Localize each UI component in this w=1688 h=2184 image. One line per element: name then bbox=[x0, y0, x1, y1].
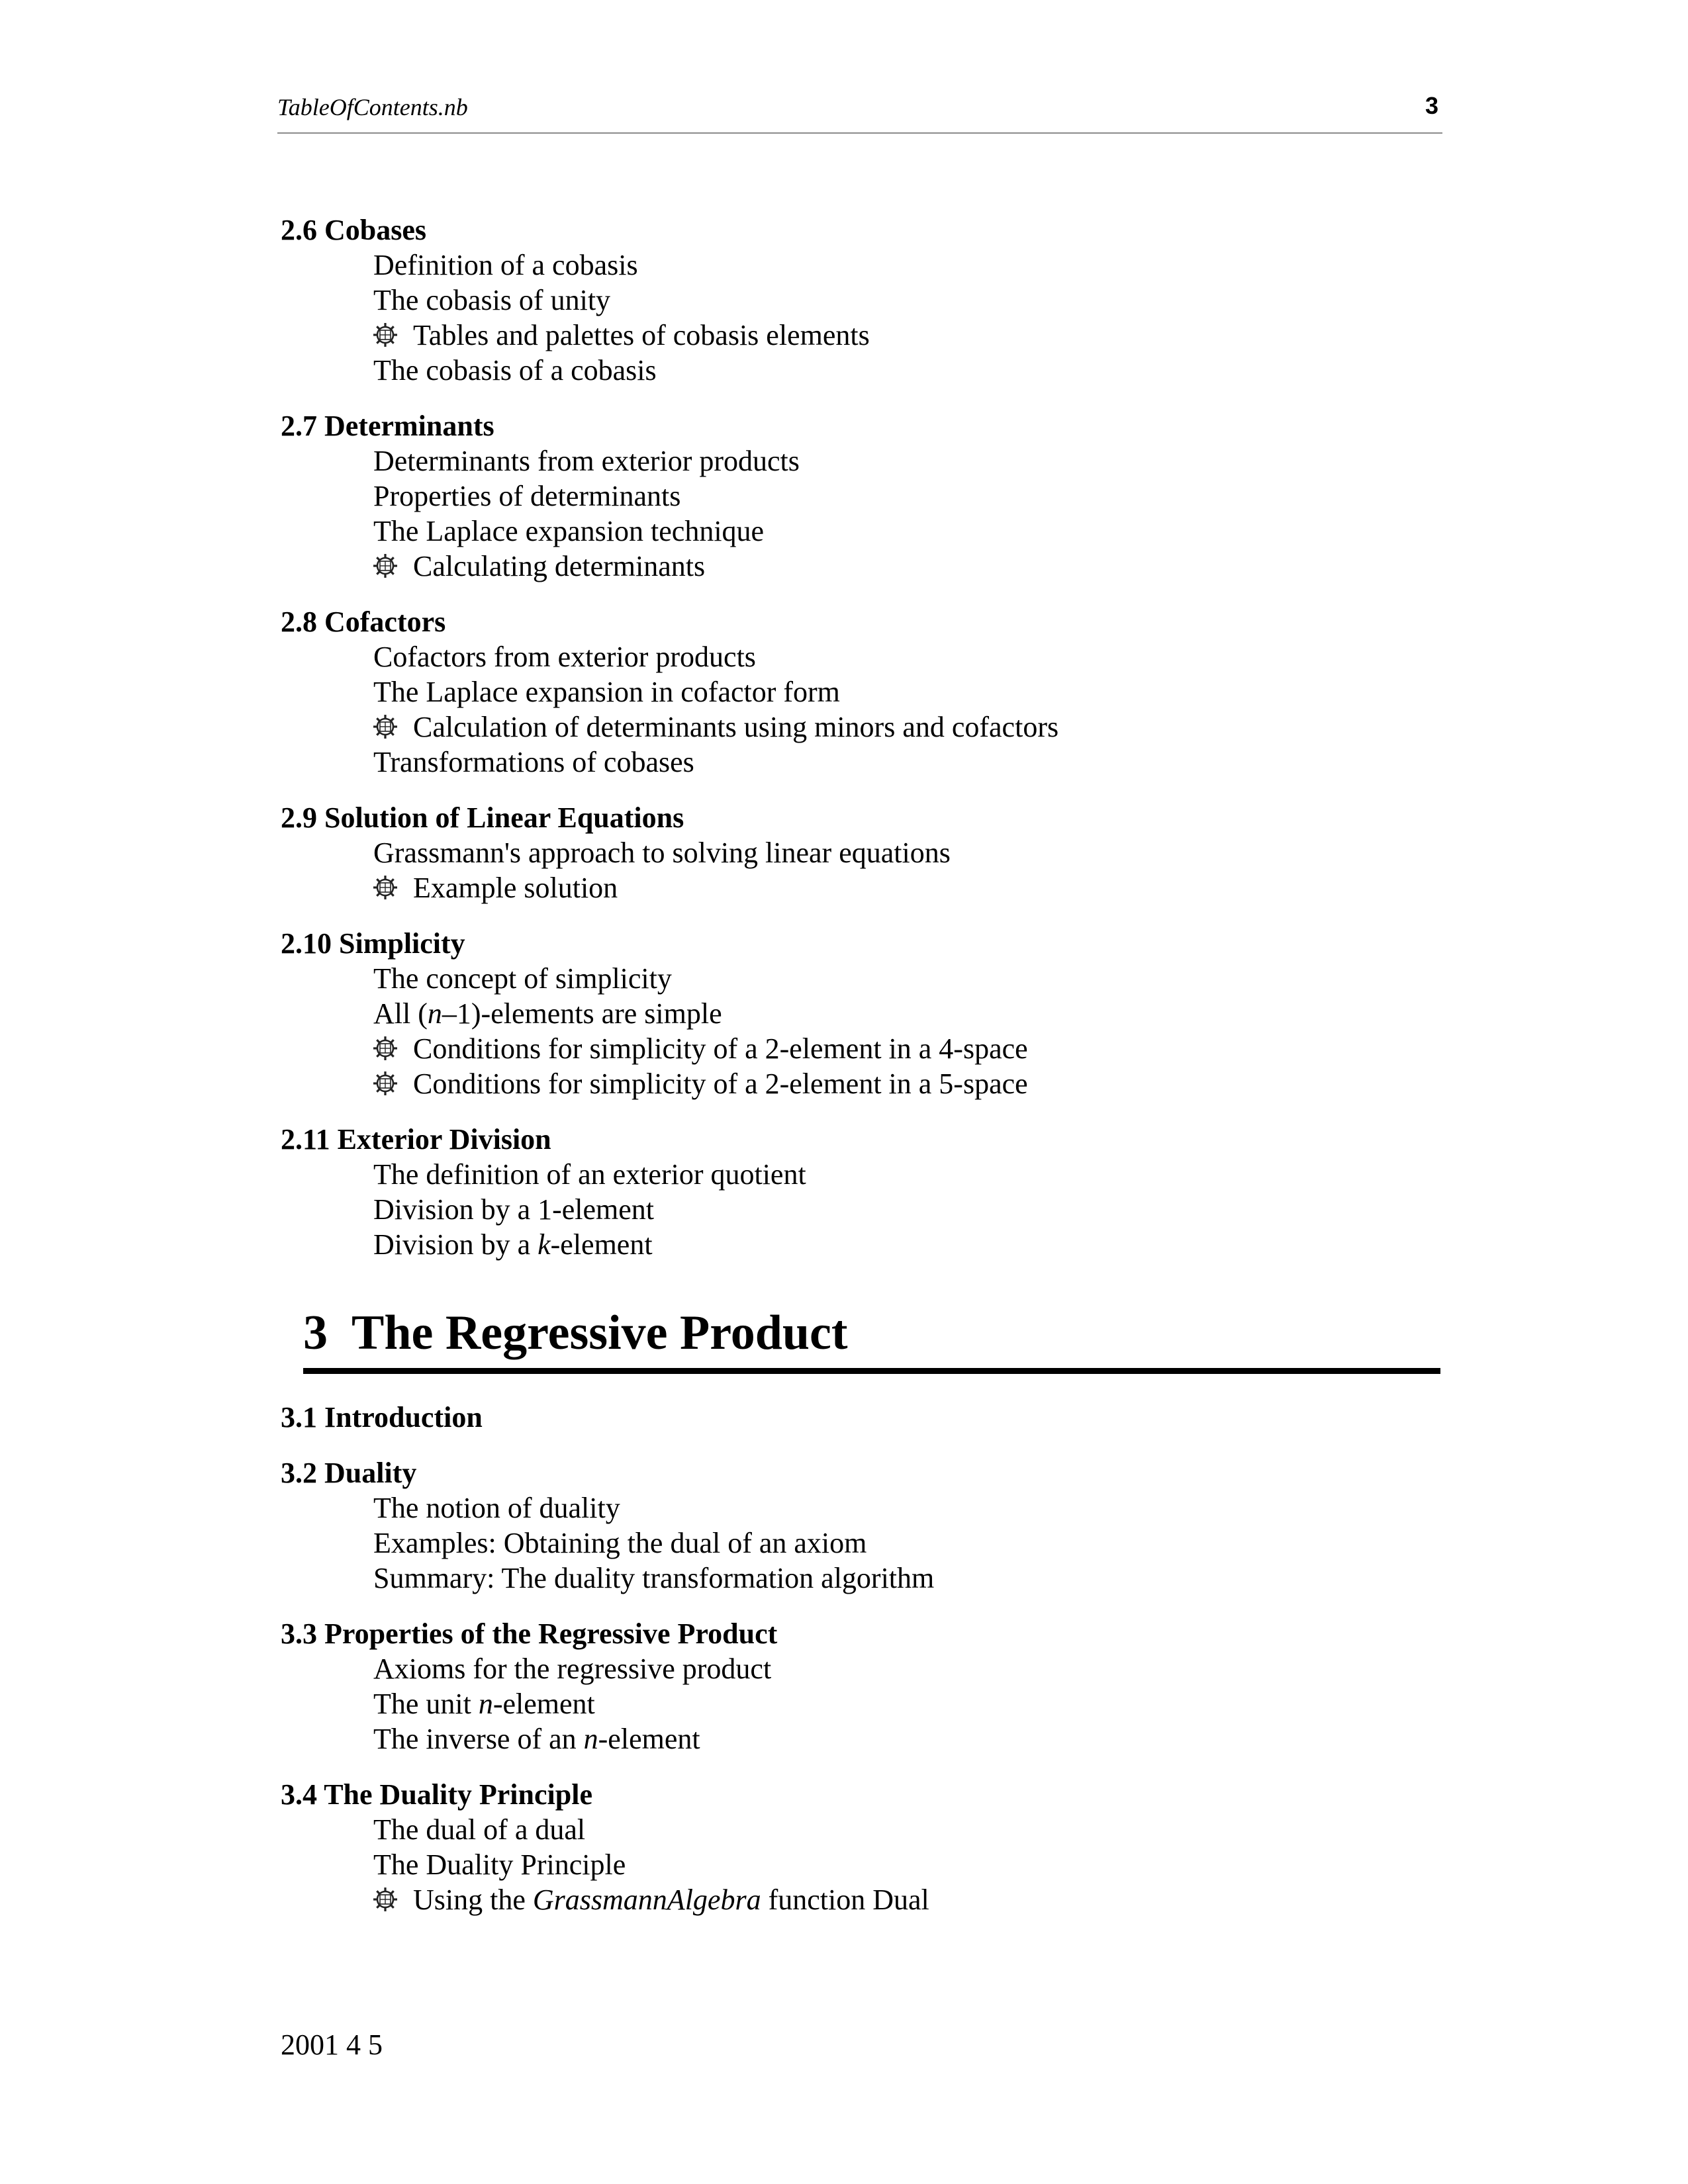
entry-text: n bbox=[427, 997, 442, 1030]
entry-text: Properties of determinants bbox=[373, 480, 681, 512]
section-title[interactable]: 3.4 The Duality Principle bbox=[281, 1778, 592, 1811]
toc-entry[interactable] bbox=[281, 478, 1446, 514]
section-title[interactable]: 3.1 Introduction bbox=[281, 1401, 483, 1433]
chapter-heading bbox=[303, 1304, 1440, 1374]
page-number: 3 bbox=[1425, 92, 1438, 119]
entry-text: -element bbox=[550, 1228, 653, 1261]
entry-text: Cofactors from exterior products bbox=[373, 641, 756, 673]
entry-text: Definition of a cobasis bbox=[373, 249, 638, 281]
chapter-3-sections bbox=[281, 1400, 1446, 1917]
section-title[interactable]: 2.10 Simplicity bbox=[281, 927, 465, 960]
toc-entry[interactable] bbox=[281, 674, 1446, 709]
entry-text: n bbox=[583, 1723, 598, 1755]
toc-entry[interactable] bbox=[281, 1227, 1446, 1262]
entry-text: GrassmannAlgebra bbox=[532, 1884, 761, 1916]
toc-section bbox=[281, 927, 1446, 1101]
gear-icon bbox=[372, 874, 399, 901]
section-title[interactable]: 2.8 Cofactors bbox=[281, 606, 446, 638]
toc-content bbox=[281, 213, 1446, 1938]
toc-section bbox=[281, 801, 1446, 905]
toc-section bbox=[281, 1617, 1446, 1756]
entry-text: Determinants from exterior products bbox=[373, 445, 800, 477]
section-title[interactable]: 2.11 Exterior Division bbox=[281, 1123, 551, 1156]
footer-date: 2001 4 5 bbox=[281, 2028, 383, 2061]
toc-entry[interactable] bbox=[281, 1490, 1446, 1525]
entry-text: Division by a bbox=[373, 1228, 538, 1261]
toc-entry[interactable] bbox=[281, 1066, 1446, 1101]
toc-section bbox=[281, 605, 1446, 780]
toc-entry[interactable] bbox=[281, 1651, 1446, 1686]
toc-entry[interactable] bbox=[281, 1721, 1446, 1756]
section-title[interactable]: 3.2 Duality bbox=[281, 1457, 417, 1489]
section-title[interactable]: 3.3 Properties of the Regressive Product bbox=[281, 1617, 778, 1650]
toc-entry[interactable] bbox=[281, 549, 1446, 584]
entry-text: Example solution bbox=[413, 872, 618, 904]
notebook-title: TableOfContents.nb bbox=[277, 94, 468, 120]
toc-entry[interactable] bbox=[281, 248, 1446, 283]
toc-entry[interactable] bbox=[281, 514, 1446, 549]
toc-entry[interactable] bbox=[281, 1812, 1446, 1847]
gear-icon bbox=[372, 1035, 399, 1062]
entry-text: Tables and palettes of cobasis elements bbox=[413, 319, 870, 351]
entry-text: Calculating determinants bbox=[413, 550, 706, 582]
entry-text: Conditions for simplicity of a 2-element in a 5-space bbox=[413, 1068, 1028, 1100]
entry-text: n bbox=[478, 1688, 493, 1720]
section-title[interactable]: 2.9 Solution of Linear Equations bbox=[281, 801, 684, 834]
entry-text: -element bbox=[598, 1723, 700, 1755]
toc-section bbox=[281, 1456, 1446, 1596]
toc-entry[interactable] bbox=[281, 1031, 1446, 1066]
entry-text: -element bbox=[492, 1688, 595, 1720]
entry-text: Calculation of determinants using minors and cofactors bbox=[413, 711, 1059, 743]
toc-entry[interactable] bbox=[281, 1686, 1446, 1721]
toc-entry[interactable] bbox=[281, 745, 1446, 780]
entry-text: k bbox=[538, 1228, 551, 1261]
toc-section bbox=[281, 213, 1446, 388]
entry-text: Summary: The duality transformation algorithm bbox=[373, 1562, 935, 1594]
toc-entry[interactable] bbox=[281, 1561, 1446, 1596]
entry-text: The notion of duality bbox=[373, 1492, 620, 1524]
entry-text: The concept of simplicity bbox=[373, 962, 672, 995]
toc-section bbox=[281, 409, 1446, 584]
toc-entry[interactable] bbox=[281, 996, 1446, 1031]
entry-text: function Dual bbox=[761, 1884, 929, 1916]
toc-entry[interactable] bbox=[281, 1525, 1446, 1561]
toc-entry[interactable] bbox=[281, 1192, 1446, 1227]
gear-icon bbox=[372, 713, 399, 740]
entry-text: Using the bbox=[413, 1884, 533, 1916]
toc-entry[interactable] bbox=[281, 443, 1446, 478]
toc-entry[interactable] bbox=[281, 1847, 1446, 1882]
gear-icon bbox=[372, 1070, 399, 1097]
entry-text: Examples: Obtaining the dual of an axiom bbox=[373, 1527, 867, 1559]
toc-section bbox=[281, 1122, 1446, 1262]
toc-entry[interactable] bbox=[281, 353, 1446, 388]
page-header bbox=[277, 90, 1442, 134]
entry-text: Axioms for the regressive product bbox=[373, 1653, 772, 1685]
toc-entry[interactable] bbox=[281, 1882, 1446, 1917]
toc-entry[interactable] bbox=[281, 870, 1446, 905]
chapter-number: 3 bbox=[303, 1306, 328, 1360]
entry-text: All ( bbox=[373, 997, 428, 1030]
entry-text: The definition of an exterior quotient bbox=[373, 1158, 806, 1191]
toc-entry[interactable] bbox=[281, 709, 1446, 745]
entry-text: The Duality Principle bbox=[373, 1848, 626, 1881]
toc-section bbox=[281, 1400, 1446, 1435]
entry-text: The dual of a dual bbox=[373, 1813, 586, 1846]
entry-text: Grassmann's approach to solving linear equations bbox=[373, 837, 951, 869]
toc-entry[interactable] bbox=[281, 961, 1446, 996]
entry-text: The Laplace expansion in cofactor form bbox=[373, 676, 840, 708]
gear-icon bbox=[372, 322, 399, 348]
toc-entry[interactable] bbox=[281, 639, 1446, 674]
entry-text: Transformations of cobases bbox=[373, 746, 694, 778]
gear-icon bbox=[372, 553, 399, 579]
entry-text: –1)-elements are simple bbox=[442, 997, 722, 1030]
toc-entry[interactable] bbox=[281, 835, 1446, 870]
entry-text: The unit bbox=[373, 1688, 479, 1720]
entry-text: The cobasis of a cobasis bbox=[373, 354, 657, 387]
toc-section bbox=[281, 1778, 1446, 1917]
section-title[interactable]: 2.7 Determinants bbox=[281, 410, 494, 442]
entry-text: The Laplace expansion technique bbox=[373, 515, 765, 547]
entry-text: The inverse of an bbox=[373, 1723, 584, 1755]
chapter-title bbox=[303, 1304, 1440, 1361]
entry-text: Division by a 1-element bbox=[373, 1193, 655, 1226]
chapter-2-sections bbox=[281, 213, 1446, 1262]
toc-entry[interactable] bbox=[281, 1157, 1446, 1192]
section-title[interactable]: 2.6 Cobases bbox=[281, 214, 427, 246]
chapter-title-text: The Regressive Product bbox=[352, 1306, 848, 1360]
entry-text: Conditions for simplicity of a 2-element in a 4-space bbox=[413, 1032, 1028, 1065]
toc-entry[interactable] bbox=[281, 283, 1446, 318]
toc-entry[interactable] bbox=[281, 318, 1446, 353]
entry-text: The cobasis of unity bbox=[373, 284, 611, 316]
gear-icon bbox=[372, 1886, 399, 1913]
